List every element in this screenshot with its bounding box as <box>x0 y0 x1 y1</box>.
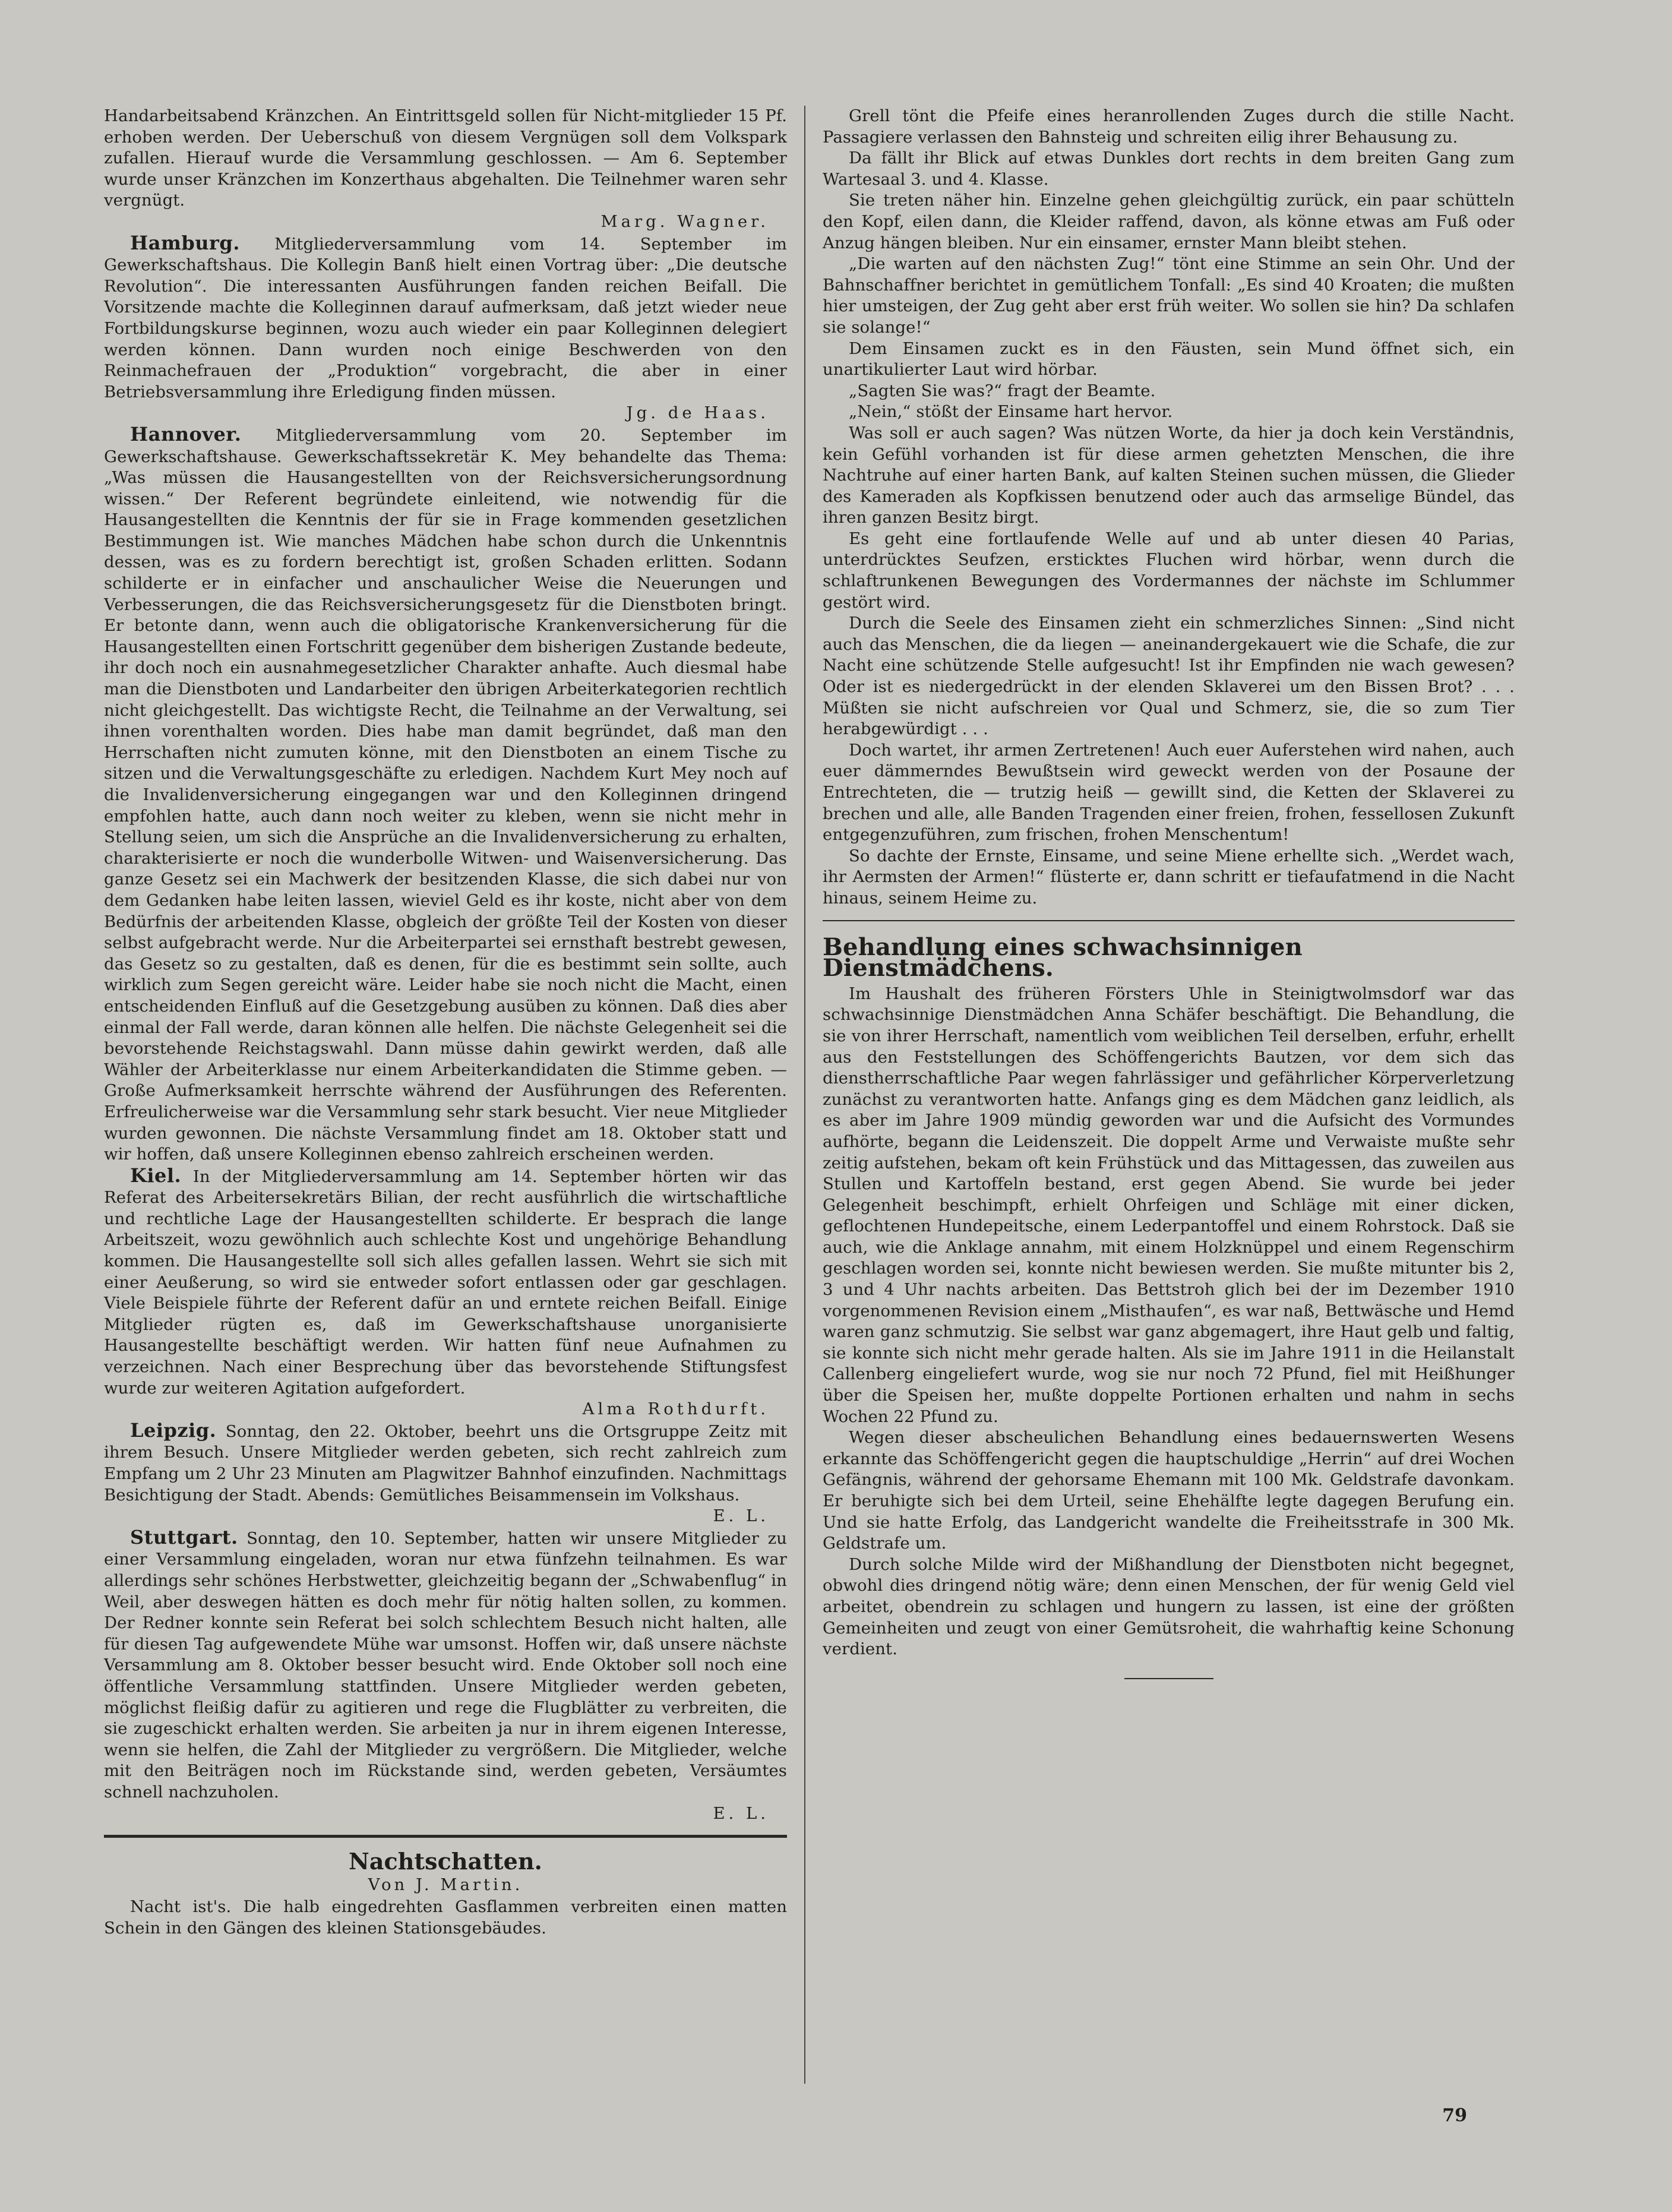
report-leipzig <box>104 1420 787 1506</box>
city-stuttgart: Stuttgart. <box>130 1525 238 1549</box>
report-stuttgart <box>104 1527 787 1803</box>
story-byline: Von J. Martin. <box>368 1875 523 1894</box>
hamburg-signature: Jg. de Haas. <box>626 403 769 423</box>
hannover-text: Mitgliederversammlung vom 20. September im Gewerkschaftshause. Gewerkschaftssekretär K. Mey behandelte das Thema: „Was müssen die Hausangestellten von der Reichsversicherungsordnung wissen.“ Der Referent begründete einleitend, wie notwendig für die Hausangestellten die Kenntnis der für sie in Frage kommenden gesetzlichen Bestimmungen ist. Wie manches Mädchen habe schon durch die Unkenntnis dessen, was es zu fordern berechtigt ist, großen Schaden erlitten. Sodann schilderte er in einfacher und anschaulicher Weise die Neuerungen und Verbesserungen, die das Reichsversicherungsgesetz für die Dienstboten bringt. Er betonte dann, wenn auch die obligatorische Krankenversicherung für die Hausangestellten einen Fortschritt gegenüber dem bisherigen Zustande bedeute, ihr doch noch ein ausnahmegesetzlicher Charakter anhafte. Auch diesmal habe man die Dienstboten und Landarbeiter den übrigen Arbeiterkategorien rechtlich nicht gleichgestellt. Das wichtigste Recht, die Teilnahme an der Verwaltung, sei ihnen vorenthalten worden. Dies habe man damit begründet, daß man den Herrschaften nicht zumuten könne, mit den Dienstboten an einem Tische zu sitzen und die Verwaltungsgeschäfte zu erledigen. Nachdem Kurt Mey noch auf die Invalidenversicherung eingegangen war und den Kolleginnen dringend empfohlen hatte, auch dann noch weiter zu kleben, wenn sie nicht mehr in Stellung seien, um sich die Ansprüche an die Invalidenversicherung zu erhalten, charakterisierte er noch die wunderbolle Witwen- und Waisenversicherung. Das ganze Gesetz sei ein Machwerk der besitzenden Klasse, die sich dabei nur von dem Gedanken habe leiten lassen, wieviel Geld es ihr koste, nicht aber von dem Bedürfnis der arbeitenden Klasse, obgleich der größte Teil der Kosten von dieser selbst aufgebracht werde. Nur die Arbeiterpartei sei ernsthaft bestrebt gewesen, das Gesetz so zu gestalten, daß es denen, für die es bestimmt sein sollte, auch wirklich zum Segen gereicht wäre. Leider habe sie noch nicht die Macht, einen entscheidenden Einfluß auf die Gesetzgebung ausüben zu können. Daß dies aber einmal der Fall werde, daran können alle helfen. Die nächste Gelegenheit sei die bevorstehende Reichstagswahl. Dann müsse dahin gewirkt werden, daß alle Wähler der Arbeiterklasse nur einem Arbeiterkandidaten die Stimme geben. — Große Aufmerksamkeit herrschte während der Ausführungen des Referenten. Erfreulicherweise war die Versammlung sehr stark besucht. Vier neue Mitglieder wurden gewonnen. Die nächste Versammlung findet am 18. Oktober statt und wir hoffen, daß unsere Kolleginnen ebenso zahlreich erscheinen werden. <box>104 425 787 1164</box>
story-paragraph: „Nein,“ stößt der Einsame hart hervor. <box>849 402 1173 422</box>
article-paragraph: Wegen dieser abscheulichen Behandlung eines bedauernswerten Wesens erkannte das Schöffengericht gegen die hauptschuldige „Herrin“ auf drei Wochen Gefängnis, während der gehorsame Ehemann mit 100 Mk. Geldstrafe davonkam. Er beruhigte sich bei dem Urteil, seine Ehehälfte legte dagegen Berufung ein. Und sie hatte Erfolg, das Landgericht wandelte die Freiheitsstrafe in 300 Mk. Geldstrafe um. <box>823 1428 1515 1553</box>
page-number: 79 <box>1442 2105 1467 2126</box>
leipzig-text: Sonntag, den 22. Oktober, beehrt uns die Ortsgruppe Zeitz mit ihrem Besuch. Unsere Mitglieder werden gebeten, sich recht zahlreich zum Empfang um 2 Uhr 23 Minuten am Plagwitzer Bahnhof einzufinden. Nachmittags Besichtigung der Stadt. Abends: Gemütliches Beisammensein im Volkshaus. <box>104 1421 787 1505</box>
left-column <box>104 106 787 1939</box>
city-hannover: Hannover. <box>130 422 242 445</box>
column-divider <box>804 106 805 2084</box>
story-title: Nachtschatten. <box>349 1848 542 1875</box>
report-hamburg <box>104 233 787 403</box>
leipzig-signature: E. L. <box>713 1506 769 1526</box>
stuttgart-signature: E. L. <box>713 1803 769 1823</box>
story-paragraph: So dachte der Ernste, Einsame, und seine Miene erhellte sich. „Werdet wach, ihr Aermsten der Armen!“ flüsterte er, dann schritt er tiefaufatmend in die Nacht hinaus, seinem Heime zu. <box>823 846 1515 908</box>
city-leipzig: Leipzig. <box>130 1418 217 1442</box>
hamburg-text: Mitgliederversammlung vom 14. September im Gewerkschaftshaus. Die Kollegin Banß hielt einen Vortrag über: „Die deutsche Revolution“. Die interessanten Ausführungen fanden reichen Beifall. Die Vorsitzende machte die Kolleginnen darauf aufmerksam, daß jetzt wieder neue Fortbildungskurse beginnen, wozu auch wieder ein paar Kolleginnen delegiert werden können. Dann wurden noch einige Beschwerden von den Reinmachefrauen der „Produktion“ vorgebracht, die aber in einer Betriebsversammlung ihre Erledigung finden müssen. <box>104 234 787 402</box>
article-title: Behandlung eines schwachsinnigen Dienstmädchens. <box>823 933 1303 982</box>
intro-paragraph: Handarbeitsabend Kränzchen. An Eintrittsgeld sollen für Nicht-mitglieder 15 Pf. erhoben werden. Der Ueberschuß von diesem Vergnügen soll dem Volkspark zufallen. Hierauf wurde die Versammlung geschlossen. — Am 6. September wurde unser Kränzchen im Konzerthaus abgehalten. Die Teilnehmer waren sehr vergnügt. <box>104 106 787 210</box>
report-kiel <box>104 1165 787 1399</box>
story-paragraph: Grell tönt die Pfeife eines heranrollenden Zuges durch die stille Nacht. Passagiere verlassen den Bahnsteig und schreiten eilig ihrer Behausung zu. <box>823 106 1515 147</box>
article-paragraph: Durch solche Milde wird der Mißhandlung der Dienstboten nicht begegnet, obwohl dies dringend nötig wäre; denn einen Menschen, der für wenig Geld viel arbeitet, obendrein zu schlagen und hungern zu lassen, ist eine der größten Gemeinheiten und zeugt von einer Gemütsroheit, die wahrhaftig keine Schonung verdient. <box>823 1554 1515 1659</box>
city-kiel: Kiel. <box>130 1164 182 1187</box>
story-paragraph: Es geht eine fortlaufende Welle auf und ab unter diesen 40 Parias, unterdrücktes Seufzen, ersticktes Fluchen wird hörbar, wenn durch die schlaftrunkenen Bewegungen des Vordermannes der nächste im Schlummer gestört wird. <box>823 529 1515 612</box>
right-column <box>823 106 1515 1679</box>
story-paragraph: Dem Einsamen zuckt es in den Fäusten, sein Mund öffnet sich, ein unartikulierter Laut wird hörbar. <box>823 339 1515 380</box>
story-paragraph-1: Nacht ist's. Die halb eingedrehten Gasflammen verbreiten einen matten Schein in den Gängen des kleinen Stationsgebäudes. <box>104 1897 787 1938</box>
kiel-text: In der Mitgliederversammlung am 14. September hörten wir das Referat des Arbeitersekretärs Bilian, der recht ausführlich die wirtschaftliche und rechtliche Lage der Hausangestellten schilderte. Er besprach die lange Arbeitszeit, wozu gewöhnlich auch schlechte Kost und ungehörige Behandlung kommen. Die Hausangestellte soll sich alles gefallen lassen. Wehrt sie sich mit einer Aeußerung, so wird sie entweder sofort entlassen oder gar geschlagen. Viele Beispiele führte der Referent dafür an und erntete reichen Beifall. Einige Mitglieder rügten es, daß im Gewerkschaftshause unorganisierte Hausangestellte beschäftigt werden. Wir hatten fünf neue Aufnahmen zu verzeichnen. Nach einer Besprechung über das bevorstehende Stiftungsfest wurde zur weiteren Agitation aufgefordert. <box>104 1167 787 1398</box>
story-paragraph: Doch wartet, ihr armen Zertretenen! Auch euer Auferstehen wird nahen, auch euer dämmerndes Bewußtsein wird geweckt werden von der Posaune der Entrechteten, die — trutzig heiß — gewillt sind, die Ketten der Sklaverei zu brechen und alle, alle Banden Tragenden einer freien, frohen, fessellosen Zukunft entgegenzuführen, zum frischen, frohen Menschentum! <box>823 740 1515 845</box>
story-paragraph: „Die warten auf den nächsten Zug!“ tönt eine Stimme an sein Ohr. Und der Bahnschaffner berichtet in gemütlichem Tonfall: „Es sind 40 Kroaten; die mußten hier umsteigen, der Zug geht aber erst früh weiter. Wo sollen sie hin? Da schlafen sie solange!“ <box>823 254 1515 337</box>
city-hamburg: Hamburg. <box>130 231 240 254</box>
section-rule <box>823 920 1515 921</box>
story-paragraph: „Sagten Sie was?“ fragt der Beamte. <box>849 381 1156 400</box>
stuttgart-text: Sonntag, den 10. September, hatten wir unsere Mitglieder zu einer Versammlung eingeladen, woran nur etwa fünfzehn teilnahmen. Es war allerdings sehr schönes Herbstwetter, gleichzeitig begann der „Schwabenflug“ in Weil, aber deswegen hätten es doch mehr für nötig halten sollen, zu kommen. Der Redner konnte sein Referat bei solch schlechtem Besuch nicht halten, alle für diesen Tag aufgewendete Mühe war umsonst. Hoffen wir, daß unsere nächste Versammlung am 8. Oktober besser besucht wird. Ende Oktober soll noch eine öffentliche Versammlung stattfinden. Unsere Mitglieder werden gebeten, möglichst fleißig dafür zu agitieren und rege die Flugblätter zu verbreiten, die sie zugeschickt erhalten werden. Sie arbeiten ja nur in ihrem eigenen Interesse, wenn sie helfen, die Zahl der Mitglieder zu vergrößern. Die Mitglieder, welche mit den Beiträgen noch im Rückstande sind, werden gebeten, Versäumtes schnell nachzuholen. <box>104 1528 787 1802</box>
kiel-signature: Alma Rothdurft. <box>582 1399 769 1419</box>
article-paragraph: Im Haushalt des früheren Försters Uhle in Steinigtwolmsdorf war das schwachsinnige Dienstmädchen Anna Schäfer beschäftigt. Die Behandlung, die sie von ihrer Herrschaft, namentlich vom weiblichen Teil derselben, erfuhr, erhellt aus den Feststellungen des Schöffengerichts Bautzen, vor dem sich das dienstherrschaftliche Paar wegen fahrlässiger und gefährlicher Körperverletzung zunächst zu verantworten hatte. Anfangs ging es dem Mädchen ganz leidlich, als es aber im Jahre 1909 mündig geworden war und die Aufsicht des Vormundes aufhörte, begann die Leidenszeit. Die doppelt Arme und Verwaiste mußte sehr zeitig aufstehen, bekam oft kein Frühstück und das Mittagessen, das zuweilen aus Stullen und Kartoffeln bestand, erst gegen Abend. Sie wurde bei jeder Gelegenheit beschimpft, erhielt Ohrfeigen und Schläge mit einer dicken, geflochtenen Hundepeitsche, einem Lederpantoffel und einem Rohrstock. Daß sie auch, wie die Anklage annahm, mit einem Holzknüppel und einem Regenschirm geschlagen worden sei, konnte nicht bewiesen werden. Sie mußte mitunter bis 2, 3 und 4 Uhr nachts arbeiten. Das Bettstroh glich bei der im Dezember 1910 vorgenommenen Revision einem „Misthaufen“, es war naß, Bettwäsche und Hemd waren ganz schmutzig. Sie selbst war ganz abgemagert, ihre Haut gelb und faltig, sie konnte sich nicht mehr gerade halten. Als sie im Jahre 1911 in die Heilanstalt Callenberg eingeliefert wurde, wog sie nur noch 72 Pfund, fiel mit Heißhunger über die Speisen her, mußte doppelte Portionen erhalten und nahm in sechs Wochen 22 Pfund zu. <box>823 984 1515 1426</box>
story-paragraph: Durch die Seele des Einsamen zieht ein schmerzliches Sinnen: „Sind nicht auch das Menschen, die da liegen — aneinandergekauert wie die Schafe, die zur Nacht eine schützende Stelle aufgesucht! Ist ihr Empfinden nie wach gewesen? Oder ist es niedergedrückt in der elenden Sklaverei um den Bissen Brot? . . . Müßten sie nicht aufschreien vor Qual und Schmerz, sie, die so zum Tier herabgewürdigt . . . <box>823 614 1515 739</box>
end-rule <box>1124 1678 1213 1679</box>
report-hannover <box>104 424 787 1165</box>
intro-signature: Marg. Wagner. <box>600 211 769 231</box>
story-paragraph: Sie treten näher hin. Einzelne gehen gleichgültig zurück, ein paar schütteln den Kopf, eilen dann, die Kleider raffend, davon, als könne etwas am Fuß oder Anzug hängen bleiben. Nur ein einsamer, ernster Mann bleibt stehen. <box>823 191 1515 252</box>
section-rule <box>104 1835 787 1838</box>
story-paragraph: Was soll er auch sagen? Was nützen Worte, da hier ja doch kein Verständnis, kein Gefühl vorhanden ist für diese armen gehetzten Menschen, die ihre Nachtruhe auf einer harten Bank, auf kalten Steinen suchen müssen, die Glieder des Kameraden als Kopfkissen benutzend oder auch das armselige Bündel, das ihren ganzen Besitz birgt. <box>823 423 1515 527</box>
story-paragraph: Da fällt ihr Blick auf etwas Dunkles dort rechts in dem breiten Gang zum Wartesaal 3. und 4. Klasse. <box>823 148 1515 189</box>
